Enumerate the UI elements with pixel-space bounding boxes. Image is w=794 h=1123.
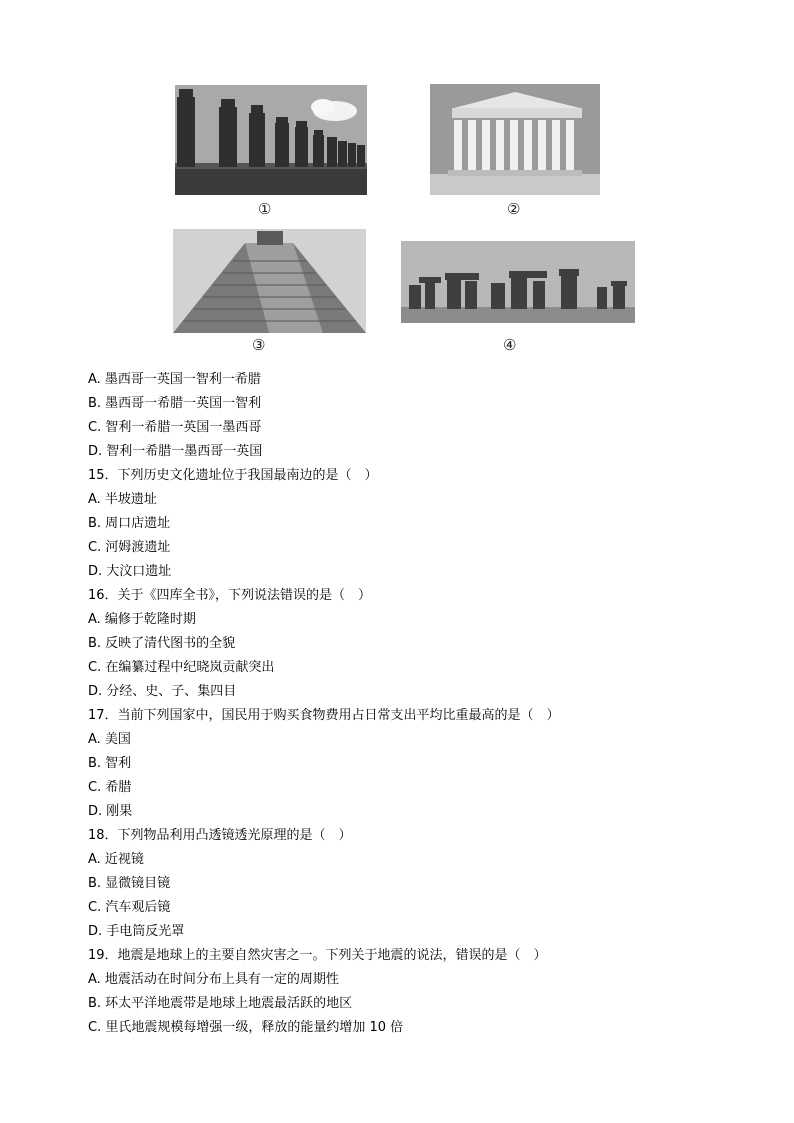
q15-option-d: D. 大汶口遗址 <box>88 564 172 579</box>
q19-option-b: B. 环太平洋地震带是地球上地震最活跃的地区 <box>88 996 353 1011</box>
q16-option-b: B. 反映了清代图书的全貌 <box>88 636 236 651</box>
figure-3-label: ③ <box>252 336 266 354</box>
figure-3-pyramid-photo <box>173 229 366 333</box>
q15-option-c: C. 河姆渡遗址 <box>88 540 171 555</box>
q16-option-c: C. 在编纂过程中纪晓岚贡献突出 <box>88 660 275 675</box>
figure-4-stonehenge-photo <box>401 241 635 323</box>
q18-option-c: C. 汽车观后镜 <box>88 900 171 915</box>
q18-option-a: A. 近视镜 <box>88 852 144 867</box>
figure-4-label: ④ <box>503 336 517 354</box>
question-text-block <box>88 368 728 1040</box>
q16-option-d: D. 分经、史、子、集四目 <box>88 684 237 699</box>
q14-option-a: A. 墨西哥一英国一智利一希腊 <box>88 372 261 387</box>
q17-option-d: D. 刚果 <box>88 804 133 819</box>
figure-1-moai-photo <box>175 85 367 195</box>
q19-option-a: A. 地震活动在时间分布上具有一定的周期性 <box>88 972 339 987</box>
q19-option-c: C. 里氏地震规模每增强一级，释放的能量约增加 10 倍 <box>88 1020 404 1035</box>
q18-option-b: B. 显微镜目镜 <box>88 876 171 891</box>
q14-option-d: D. 智利一希腊一墨西哥一英国 <box>88 444 263 459</box>
question-17: 17．当前下列国家中，国民用于购买食物费用占日常支出平均比重最高的是（ ） <box>88 708 560 723</box>
moai-image <box>175 85 367 195</box>
figure-1-label: ① <box>258 200 272 218</box>
pyramid-image <box>173 229 366 333</box>
q16-option-a: A. 编修于乾隆时期 <box>88 612 196 627</box>
question-16: 16．关于《四库全书》，下列说法错误的是（ ） <box>88 588 372 603</box>
question-19: 19．地震是地球上的主要自然灾害之一。下列关于地震的说法，错误的是（ ） <box>88 948 547 963</box>
figure-2-label: ② <box>507 200 521 218</box>
q14-option-c: C. 智利一希腊一英国一墨西哥 <box>88 420 262 435</box>
q15-option-a: A. 半坡遗址 <box>88 492 157 507</box>
figure-2-parthenon-photo <box>430 84 600 195</box>
q18-option-d: D. 手电筒反光罩 <box>88 924 185 939</box>
parthenon-image <box>430 84 600 195</box>
q14-option-b: B. 墨西哥一希腊一英国一智利 <box>88 396 262 411</box>
q17-option-a: A. 美国 <box>88 732 131 747</box>
question-15: 15．下列历史文化遗址位于我国最南边的是（ ） <box>88 468 378 483</box>
q17-option-b: B. 智利 <box>88 756 132 771</box>
q15-option-b: B. 周口店遗址 <box>88 516 171 531</box>
q17-option-c: C. 希腊 <box>88 780 132 795</box>
question-18: 18．下列物品利用凸透镜透光原理的是（ ） <box>88 828 352 843</box>
stonehenge-image <box>401 241 635 323</box>
